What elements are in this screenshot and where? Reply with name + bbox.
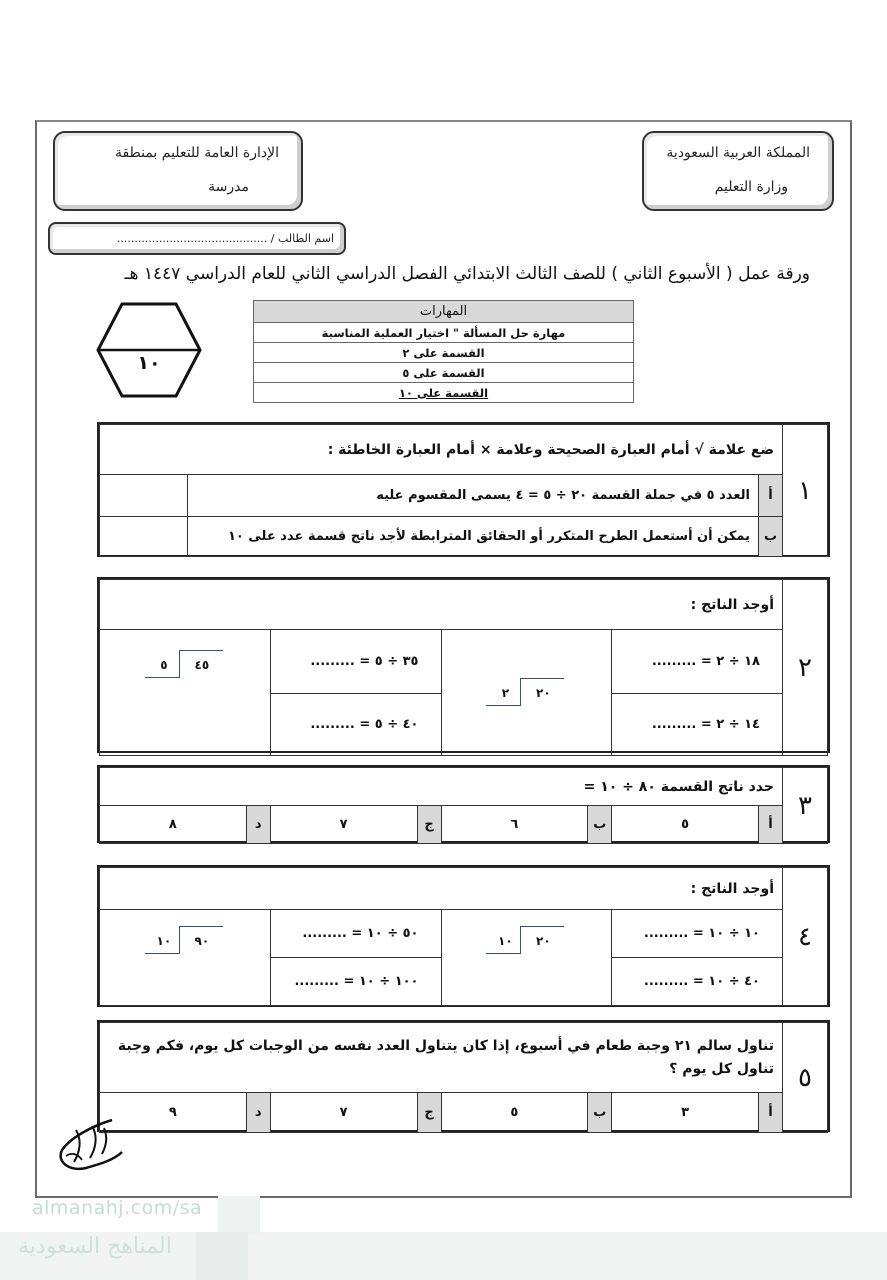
question-3 [97,765,830,843]
student-name-label: اسم الطالب / ........................................... [116,232,334,245]
administration-header-box [53,131,303,211]
item-letter: أ [759,475,783,517]
option-letter[interactable]: ب [588,1093,612,1133]
question-number: ٤ [783,868,828,1006]
long-division-cell[interactable] [100,910,271,1006]
long-division [145,922,225,956]
question-prompt: أوجد الناتج : [100,580,783,630]
option-value[interactable]: ٥ [441,1093,588,1133]
long-division-cell[interactable] [100,630,271,756]
division-equation[interactable]: ٤٠ ÷ ١٠ = ......... [612,958,783,1006]
kingdom-name: المملكة العربية السعودية [666,145,810,161]
option-value[interactable]: ٧ [270,806,417,844]
long-division [486,922,566,956]
option-letter[interactable]: ج [417,1093,441,1133]
dividend: ٩٠ [194,934,210,948]
divisor: ١٠ [156,934,172,948]
skill-item: القسمة على ٥ [254,363,634,383]
long-division [486,674,566,708]
long-division [145,646,225,680]
division-equation[interactable]: ٣٥ ÷ ٥ = ......... [270,630,441,694]
division-equation[interactable]: ٥٠ ÷ ١٠ = ......... [270,910,441,958]
worksheet-title: ورقة عمل ( الأسبوع الثاني ) للصف الثالث الابتدائي الفصل الدراسي الثاني للعام الدراسي ١٤٤٧ هـ [124,264,810,284]
watermark-arabic-text: المناهج السعودية [18,1234,172,1259]
watermark-logo-block [218,1196,260,1234]
option-letter[interactable]: ج [417,806,441,844]
option-value[interactable]: ٩ [100,1093,247,1133]
option-letter[interactable]: أ [759,1093,783,1133]
division-equation[interactable]: ١٠٠ ÷ ١٠ = ......... [270,958,441,1006]
option-value[interactable]: ٥ [612,806,759,844]
divisor: ٥ [160,658,168,672]
skills-table [253,300,634,403]
division-equation[interactable]: ١٠ ÷ ١٠ = ......... [612,910,783,958]
question-4 [97,865,830,1007]
calligraphy-signature-icon [52,1112,126,1178]
division-equation[interactable]: ٤٠ ÷ ٥ = ......... [270,694,441,756]
long-division-cell[interactable] [441,630,612,756]
student-name-field[interactable] [48,222,346,255]
long-division-cell[interactable] [441,910,612,1006]
option-value[interactable]: ٣ [612,1093,759,1133]
option-letter[interactable]: ب [588,806,612,844]
answer-box[interactable] [100,475,188,517]
option-value[interactable]: ٨ [100,806,247,844]
question-5 [97,1020,830,1132]
divisor: ٢ [501,685,510,700]
kingdom-header-box [642,131,834,211]
dividend: ٢٠ [536,934,551,948]
question-2 [97,577,830,753]
option-letter[interactable]: أ [759,806,783,844]
answer-box[interactable] [100,517,188,557]
skill-item: القسمة على ١٠ [254,383,634,403]
option-value[interactable]: ٧ [270,1093,417,1133]
question-prompt: أوجد الناتج : [100,868,783,910]
watermark-url: almanahj.com/sa [32,1197,203,1219]
watermark-logo-block [196,1232,248,1280]
dividend: ٢٠ [536,685,551,700]
option-value[interactable]: ٦ [441,806,588,844]
question-number: ١ [783,425,828,557]
division-equation[interactable]: ١٨ ÷ ٢ = ......... [612,630,783,694]
division-equation[interactable]: ١٤ ÷ ٢ = ......... [612,694,783,756]
item-letter: ب [759,517,783,557]
question-number: ٢ [783,580,828,756]
skill-item: مهارة حل المسألة " اختيار العملية المناسبة [254,323,634,343]
question-number: ٣ [783,768,828,844]
dividend: ٤٥ [194,658,210,672]
statement-text: يمكن أن أستعمل الطرح المتكرر أو الحقائق المترابطة لأجد ناتج قسمة عدد على ١٠ [188,517,759,557]
question-prompt: حدد ناتج القسمة ٨٠ ÷ ١٠ = [100,768,783,806]
ministry-name: وزارة التعليم [714,179,788,195]
divisor: ١٠ [498,934,513,948]
option-letter[interactable]: د [246,806,270,844]
question-prompt: ضع علامة √ أمام العبارة الصحيحة وعلامة × أمام العبارة الخاطئة : [100,425,783,475]
score-total: ١٠ [137,352,161,374]
question-1 [97,422,830,557]
question-prompt: تناول سالم ٢١ وجبة طعام في أسبوع، إذا كان يتناول العدد نفسه من الوجبات كل يوم، فكم وجبة تناول كل يوم ؟ [100,1023,783,1093]
school-label: مدرسة [208,179,249,195]
administration-name: الإدارة العامة للتعليم بمنطقة [115,145,279,161]
statement-text: العدد ٥ في جملة القسمة ٢٠ ÷ ٥ = ٤ يسمى المقسوم عليه [188,475,759,517]
option-letter[interactable]: د [246,1093,270,1133]
score-hexagon-icon [96,302,202,398]
skills-heading: المهارات [254,301,634,323]
question-number: ٥ [783,1023,828,1133]
skill-item: القسمة على ٢ [254,343,634,363]
